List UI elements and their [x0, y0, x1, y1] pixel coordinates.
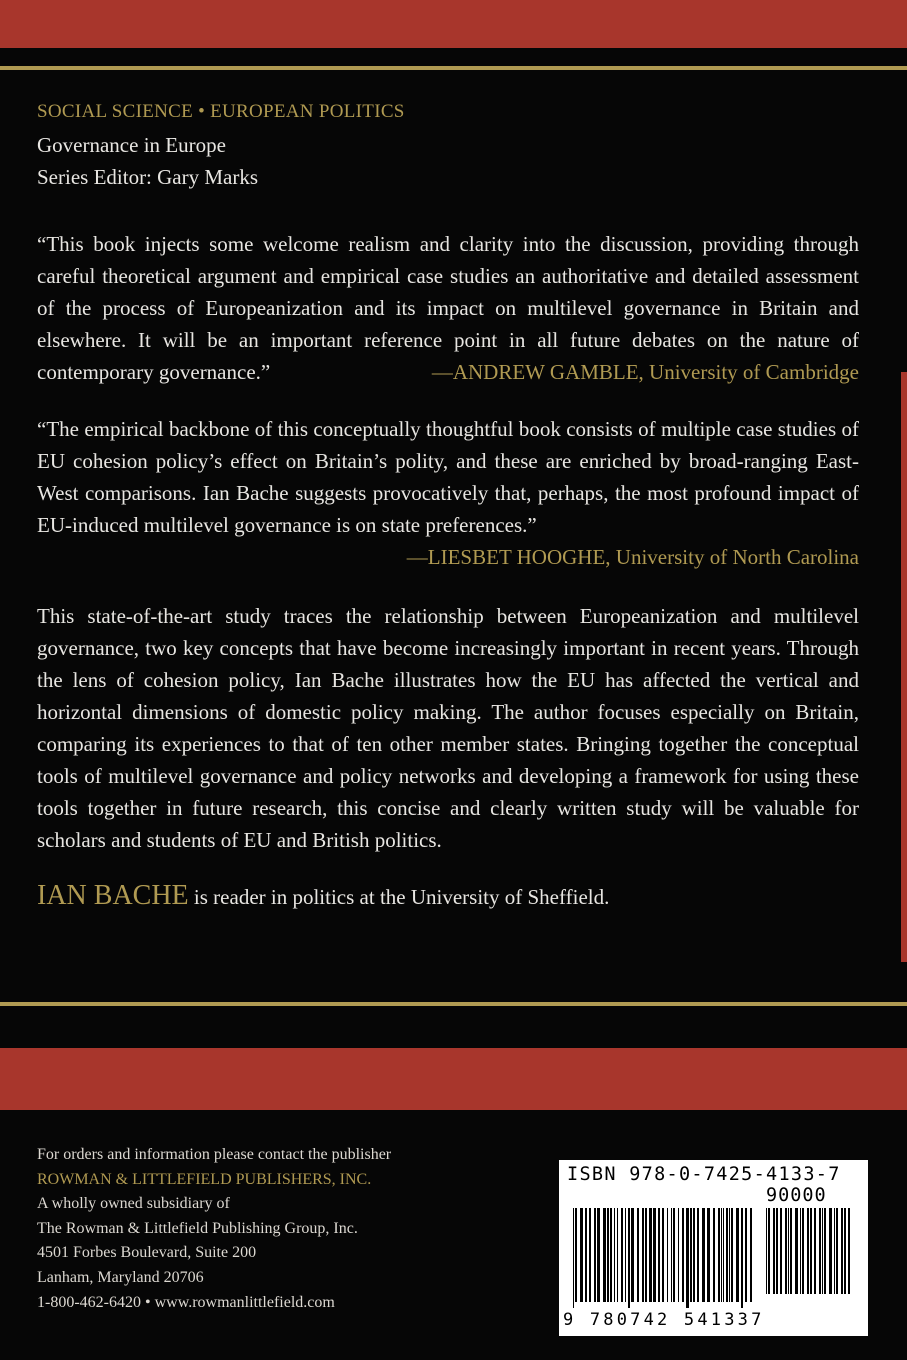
- barcode-bar: [617, 1208, 618, 1302]
- barcode-bar: [649, 1208, 652, 1302]
- isbn-text: ISBN 978-0-7425-4133-7: [567, 1164, 841, 1185]
- lower-gold-rule: [0, 1002, 907, 1006]
- publisher-contact: [37, 1143, 391, 1315]
- barcode-bar: [580, 1208, 583, 1302]
- lower-red-band: [0, 1048, 907, 1110]
- author-bio: is reader in politics at the University of Sheffield.: [193, 885, 610, 909]
- author-line: [37, 880, 859, 913]
- barcode-bar: [625, 1208, 626, 1302]
- street-address: 4501 Forbes Boulevard, Suite 200: [37, 1244, 257, 1262]
- barcode-bar: [848, 1208, 850, 1294]
- barcode-bar: [822, 1208, 823, 1294]
- barcode-bar: [667, 1208, 668, 1302]
- barcode-bar: [819, 1208, 821, 1294]
- publishing-group: The Rowman & Littlefield Publishing Group, Inc.: [37, 1219, 358, 1237]
- publisher-name: ROWMAN & LITTLEFIELD PUBLISHERS, INC.: [37, 1170, 372, 1188]
- barcode-bar: [642, 1208, 644, 1302]
- barcode-bar: [788, 1208, 789, 1294]
- barcode-bar: [628, 1208, 630, 1308]
- barcode-bar: [844, 1208, 846, 1294]
- book-description: This state-of-the-art study traces the relationship between Europeanization and multilevel governance, two key concepts that have become increasingly important in recent years. Through the lens of cohesion policy, Ian Bache illustrates how the EU has affected the vertical and horizontal dimensions of domestic policy making. The author focuses especially on Britain, comparing its experiences to that of ten other member states. Bringing together the conceptual tools of multilevel governance and policy networks and developing a framework for using these tools together in future research, this concise and clearly written study will be valuable for scholars and students of EU and British politics.: [37, 604, 859, 852]
- barcode-bar: [802, 1208, 804, 1294]
- barcode-bar: [834, 1208, 835, 1294]
- barcode-bar: [603, 1208, 606, 1302]
- barcode-bar: [671, 1208, 672, 1302]
- barcode-bar: [678, 1208, 679, 1302]
- barcode-bar: [607, 1208, 609, 1302]
- category-label: SOCIAL SCIENCE • EUROPEAN POLITICS: [37, 101, 405, 122]
- author-name: IAN BACHE: [37, 880, 189, 911]
- barcode-bar: [658, 1208, 660, 1302]
- barcode-bar: [736, 1208, 739, 1302]
- barcode-bar: [785, 1208, 787, 1294]
- barcode-bar: [713, 1208, 715, 1302]
- barcode-bar: [780, 1208, 782, 1294]
- top-gold-rule: [0, 66, 907, 70]
- contact-intro: For orders and information please contact the publisher: [37, 1146, 392, 1163]
- barcode-bar: [589, 1208, 591, 1302]
- price-code: 90000: [766, 1185, 827, 1206]
- barcode-bar: [723, 1208, 724, 1302]
- blurb-1-attribution: —ANDREW GAMBLE, University of Cambridge: [431, 360, 859, 384]
- isbn-barcode-box: [559, 1160, 868, 1336]
- barcode-bar: [707, 1208, 710, 1302]
- barcode-bar: [750, 1208, 752, 1302]
- series-editor: Series Editor: Gary Marks: [37, 165, 259, 189]
- subsidiary-line: A wholly owned subsidiary of: [37, 1195, 230, 1213]
- barcode-bar: [729, 1208, 730, 1302]
- barcode-bar: [682, 1208, 684, 1302]
- barcode-bar: [824, 1208, 826, 1294]
- blurb-2: [37, 413, 859, 573]
- blurb-2-quote: “The empirical backbone of this conceptually thoughtful book consists of multiple case studies of EU cohesion policy’s effect on Britain’s polity, and these are enriched by broad-ranging East-West comparisons. Ian Bache suggests provocatively that, perhaps, the most profound impact of EU-induced multilevel governance is on state preferences.”: [37, 417, 859, 537]
- barcode-bar: [836, 1208, 838, 1294]
- barcode-bar: [686, 1208, 689, 1308]
- blurb-2-attribution: —LIESBET HOOGHE, University of North Carolina: [406, 545, 859, 569]
- barcode-bar: [673, 1208, 675, 1302]
- barcode-bar: [768, 1208, 770, 1294]
- ean-barcode-bars: [573, 1208, 753, 1308]
- barcode-bar: [810, 1208, 812, 1294]
- barcode-bar: [597, 1208, 600, 1302]
- barcode-bar: [697, 1208, 699, 1302]
- barcode-bar: [807, 1208, 809, 1294]
- series-title: Governance in Europe: [37, 133, 226, 157]
- blurb-1: [37, 228, 859, 388]
- barcode-bar: [610, 1208, 612, 1302]
- right-edge-stripe: [901, 372, 907, 962]
- blurb-1-quote: “This book injects some welcome realism and clarity into the discussion, providing through careful theoretical argument and empirical case studies an authoritative and detailed assessment of the process of Europeanization and its impact on multilevel governance in Britain and elsewhere. It will be an important reference point in all future debates on the nature of contemporary governance.”: [37, 232, 859, 384]
- barcode-bar: [718, 1208, 720, 1302]
- barcode-bar: [841, 1208, 843, 1294]
- barcode-bar: [814, 1208, 816, 1294]
- barcode-bar: [702, 1208, 705, 1302]
- top-red-band: [0, 0, 907, 48]
- barcode-bar: [645, 1208, 647, 1302]
- barcode-bar: [585, 1208, 587, 1302]
- barcode-bar: [741, 1208, 743, 1308]
- barcode-bar: [594, 1208, 596, 1302]
- barcode-bar: [631, 1208, 634, 1302]
- barcode-bar: [766, 1208, 767, 1294]
- barcode-bar: [790, 1208, 792, 1294]
- barcode-bar: [721, 1208, 722, 1302]
- barcode-bar: [637, 1208, 639, 1302]
- barcode-bar: [690, 1208, 692, 1302]
- ean-digits: 9 780742 541337: [563, 1310, 765, 1330]
- barcode-bar: [731, 1208, 733, 1302]
- barcode-bar: [621, 1208, 623, 1302]
- barcode-bar: [800, 1208, 801, 1294]
- barcode-bar: [614, 1208, 615, 1302]
- barcode-bar: [829, 1208, 832, 1294]
- barcode-bar: [776, 1208, 778, 1294]
- barcode-bar: [726, 1208, 728, 1302]
- barcode-bar: [573, 1208, 574, 1308]
- barcode-bar: [693, 1208, 695, 1302]
- barcode-bar: [773, 1208, 775, 1294]
- barcode-bar: [662, 1208, 664, 1302]
- barcode-bar: [745, 1208, 747, 1302]
- barcode-bar: [575, 1208, 577, 1302]
- barcode-bar: [795, 1208, 798, 1294]
- city-address: Lanham, Maryland 20706: [37, 1268, 204, 1286]
- barcode-bar: [653, 1208, 656, 1302]
- phone-and-website: 1-800-462-6420 • www.rowmanlittlefield.com: [37, 1293, 335, 1311]
- price-addon-bars: [766, 1208, 856, 1300]
